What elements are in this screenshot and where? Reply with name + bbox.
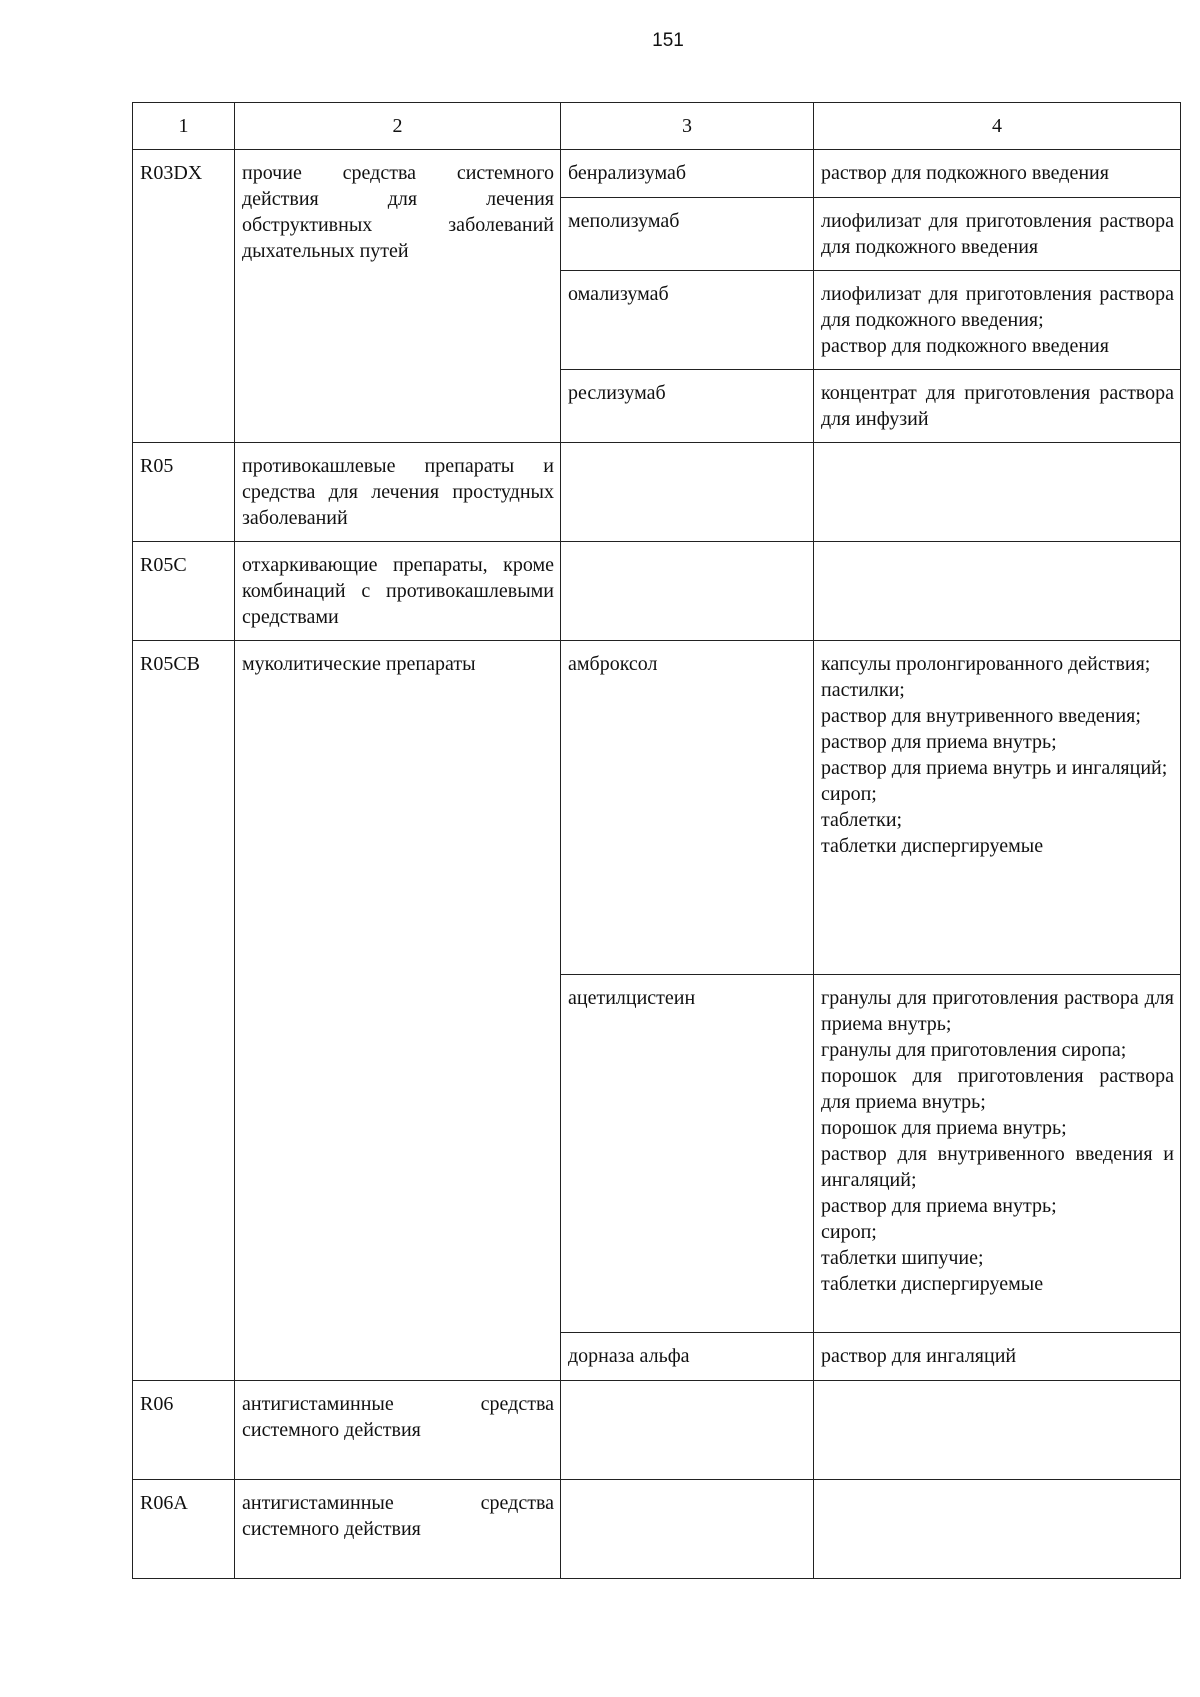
atc-code-cell: R05C bbox=[133, 542, 235, 641]
atc-group-name-cell: муколитические препараты bbox=[235, 641, 561, 1381]
header-col-3: 3 bbox=[561, 103, 814, 150]
dosage-form-line: гранулы для приготовления раствора для приема внутрь; bbox=[821, 987, 1174, 1035]
dosage-form-line: порошок для приготовления раствора для приема внутрь; bbox=[821, 1065, 1174, 1113]
dosage-form-line: концентрат для приготовления раствора для инфузий bbox=[821, 382, 1174, 430]
drug-name-cell: амброксол bbox=[561, 641, 814, 975]
atc-group-name-cell: антигистаминные средства системного действия bbox=[235, 1480, 561, 1579]
atc-code-cell: R06 bbox=[133, 1381, 235, 1480]
dosage-forms-cell bbox=[814, 975, 1181, 1333]
dosage-form-line: раствор для приема внутрь и ингаляций; bbox=[821, 757, 1168, 779]
page-number: 151 bbox=[652, 30, 684, 51]
table-row bbox=[133, 1381, 1181, 1480]
drug-name-cell: меполизумаб bbox=[561, 198, 814, 271]
dosage-form-line: раствор для подкожного введения bbox=[821, 335, 1109, 357]
drug-table bbox=[132, 102, 1181, 1579]
table-row bbox=[133, 150, 1181, 198]
drug-name-cell: бенрализумаб bbox=[561, 150, 814, 198]
atc-group-name-cell: противокашлевые препараты и средства для лечения простудных заболеваний bbox=[235, 443, 561, 542]
dosage-forms-cell bbox=[814, 443, 1181, 542]
drug-name-cell: омализумаб bbox=[561, 271, 814, 370]
dosage-forms-cell bbox=[814, 1333, 1181, 1381]
drug-name-cell bbox=[561, 1381, 814, 1480]
header-col-2: 2 bbox=[235, 103, 561, 150]
dosage-forms-cell bbox=[814, 370, 1181, 443]
drug-name-cell bbox=[561, 1480, 814, 1579]
dosage-forms-cell bbox=[814, 641, 1181, 975]
dosage-form-line: раствор для приема внутрь; bbox=[821, 731, 1057, 753]
drug-name-cell bbox=[561, 542, 814, 641]
dosage-form-line: таблетки; bbox=[821, 809, 903, 831]
atc-group-name-cell: отхаркивающие препараты, кроме комбинаций с противокашлевыми средствами bbox=[235, 542, 561, 641]
dosage-form-line: раствор для внутривенного введения; bbox=[821, 705, 1141, 727]
drug-name-cell: дорназа альфа bbox=[561, 1333, 814, 1381]
dosage-form-line: порошок для приема внутрь; bbox=[821, 1117, 1067, 1139]
header-col-4: 4 bbox=[814, 103, 1181, 150]
dosage-form-line: лиофилизат для приготовления раствора для подкожного введения; bbox=[821, 283, 1174, 331]
table-row bbox=[133, 443, 1181, 542]
table-row bbox=[133, 1480, 1181, 1579]
dosage-form-line: капсулы пролонгированного действия; bbox=[821, 653, 1151, 675]
dosage-form-line: раствор для внутривенного введения и ингаляций; bbox=[821, 1143, 1174, 1191]
atc-code-cell: R05CB bbox=[133, 641, 235, 1381]
drug-name-cell: ацетилцистеин bbox=[561, 975, 814, 1333]
dosage-form-line: раствор для ингаляций bbox=[821, 1345, 1017, 1367]
drug-name-cell bbox=[561, 443, 814, 542]
dosage-form-line: таблетки диспергируемые bbox=[821, 1273, 1044, 1295]
dosage-forms-cell bbox=[814, 150, 1181, 198]
dosage-form-line: раствор для подкожного введения bbox=[821, 162, 1109, 184]
table-body bbox=[133, 150, 1181, 1579]
dosage-form-line: таблетки диспергируемые bbox=[821, 835, 1044, 857]
table-header-row bbox=[133, 103, 1181, 150]
atc-group-name-cell: прочие средства системного действия для лечения обструктивных заболеваний дыхательных путей bbox=[235, 150, 561, 443]
table-row bbox=[133, 542, 1181, 641]
atc-group-name-cell: антигистаминные средства системного действия bbox=[235, 1381, 561, 1480]
dosage-form-line: таблетки шипучие; bbox=[821, 1247, 984, 1269]
dosage-forms-cell bbox=[814, 542, 1181, 641]
dosage-form-line: раствор для приема внутрь; bbox=[821, 1195, 1057, 1217]
dosage-form-line: гранулы для приготовления сиропа; bbox=[821, 1039, 1127, 1061]
dosage-forms-cell bbox=[814, 271, 1181, 370]
dosage-form-line: сироп; bbox=[821, 783, 877, 805]
header-col-1: 1 bbox=[133, 103, 235, 150]
dosage-form-line: лиофилизат для приготовления раствора для подкожного введения bbox=[821, 210, 1174, 258]
dosage-form-line: пастилки; bbox=[821, 679, 905, 701]
dosage-form-line: сироп; bbox=[821, 1221, 877, 1243]
drug-name-cell: реслизумаб bbox=[561, 370, 814, 443]
table-row bbox=[133, 641, 1181, 975]
atc-code-cell: R05 bbox=[133, 443, 235, 542]
dosage-forms-cell bbox=[814, 1480, 1181, 1579]
atc-code-cell: R03DX bbox=[133, 150, 235, 443]
atc-code-cell: R06A bbox=[133, 1480, 235, 1579]
dosage-forms-cell bbox=[814, 198, 1181, 271]
dosage-forms-cell bbox=[814, 1381, 1181, 1480]
